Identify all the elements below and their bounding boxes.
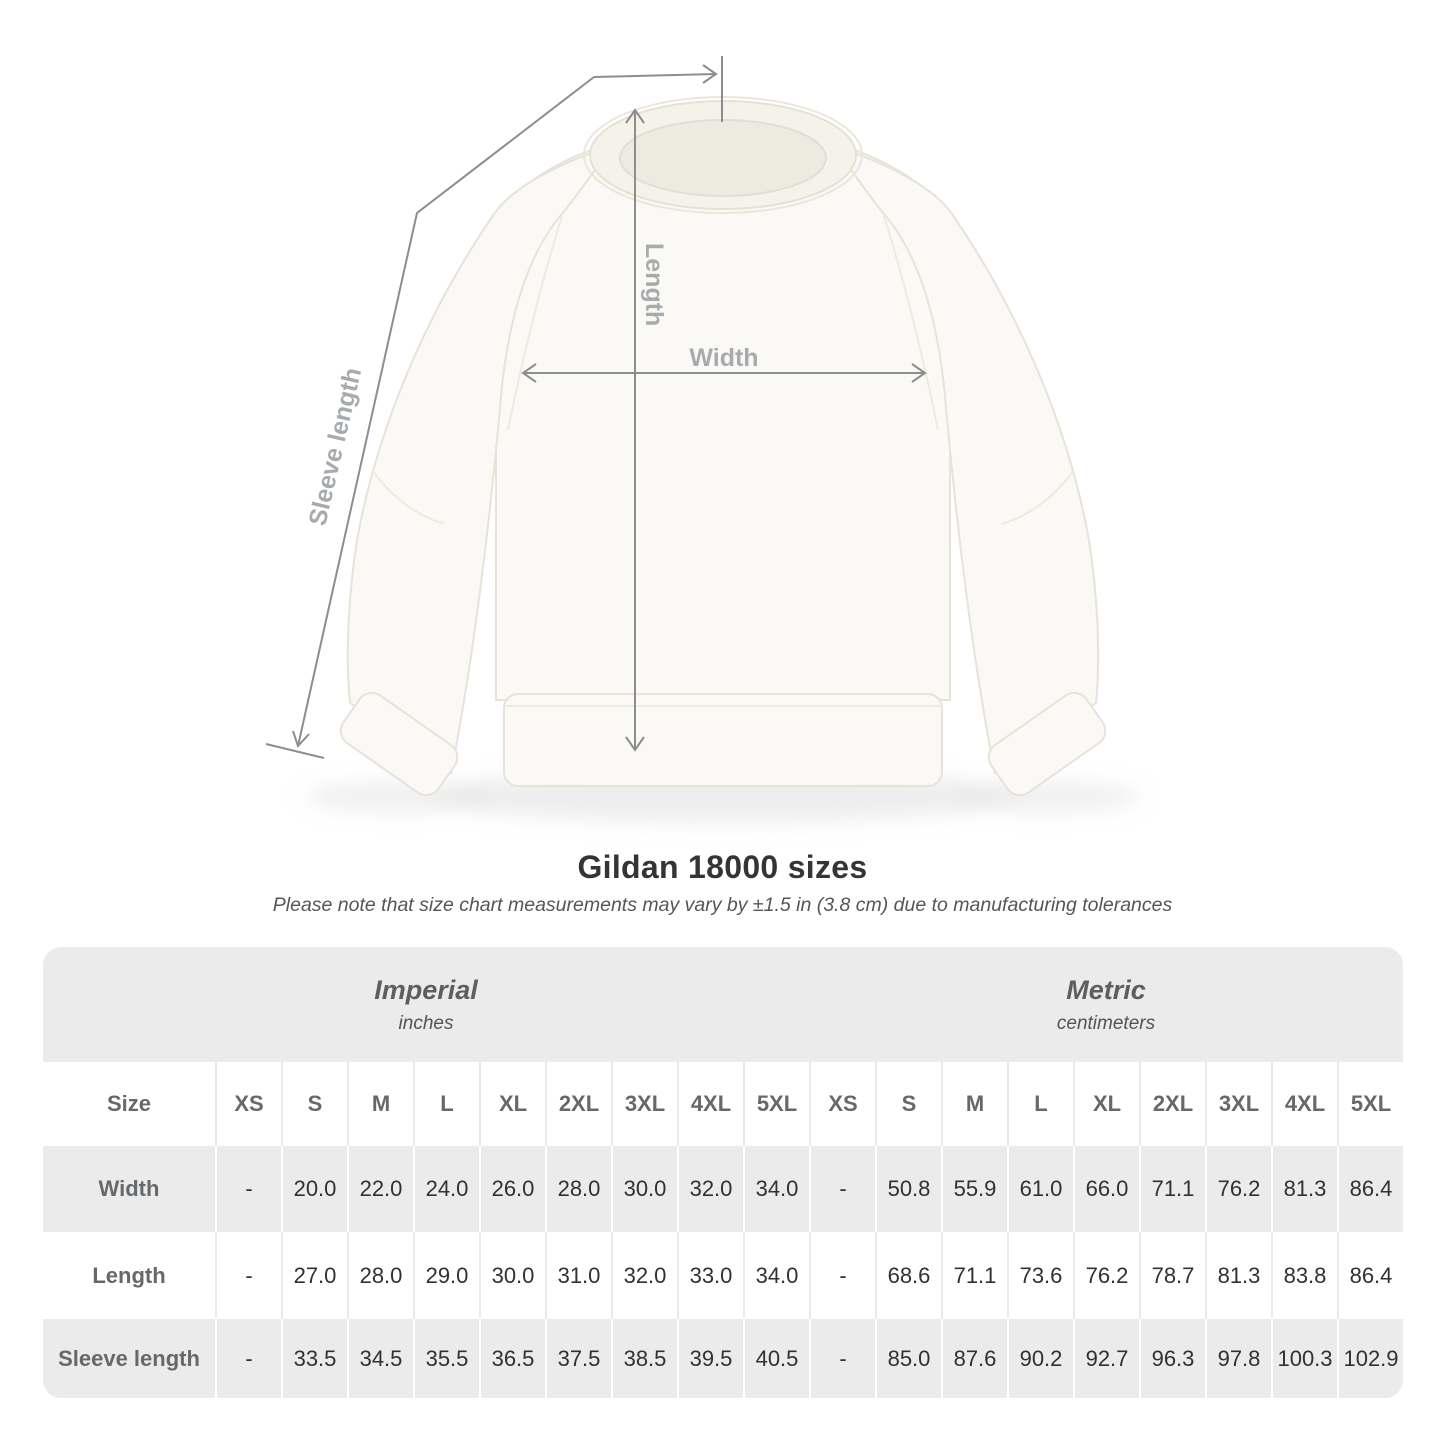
measurement-cell-metric: 81.3	[1271, 1146, 1337, 1232]
measurement-cell-metric: 61.0	[1007, 1146, 1073, 1232]
page-title: Gildan 18000 sizes	[577, 849, 868, 885]
measurement-cell-imperial: 34.0	[743, 1146, 809, 1232]
size-header-cell: 5XL	[743, 1062, 809, 1146]
measurement-cell-metric: 87.6	[941, 1319, 1007, 1398]
length-label: Length	[640, 243, 668, 327]
size-header-cell: L	[413, 1062, 479, 1146]
measurement-cell-imperial: 29.0	[413, 1232, 479, 1319]
measurement-cell-imperial: 36.5	[479, 1319, 545, 1398]
table-row-length	[43, 1232, 1403, 1319]
measurement-cell-imperial: -	[215, 1319, 281, 1398]
metric-header	[809, 947, 1403, 1062]
measurement-cell-metric: 96.3	[1139, 1319, 1205, 1398]
measurement-cell-imperial: 28.0	[545, 1146, 611, 1232]
size-header-cell: L	[1007, 1062, 1073, 1146]
size-header-cell: M	[347, 1062, 413, 1146]
measurement-cell-metric: 92.7	[1073, 1319, 1139, 1398]
sleeve-end-tick	[266, 744, 324, 758]
width-label: Width	[689, 344, 759, 372]
measurement-cell-metric: 81.3	[1205, 1232, 1271, 1319]
measurement-cell-metric: 78.7	[1139, 1232, 1205, 1319]
measurement-cell-metric: 83.8	[1271, 1232, 1337, 1319]
metric-unit: centimeters	[1056, 1012, 1156, 1034]
measurement-cell-metric: 71.1	[1139, 1146, 1205, 1232]
measurement-cell-imperial: 27.0	[281, 1232, 347, 1319]
size-header-cell: S	[875, 1062, 941, 1146]
measurement-cell-metric: 86.4	[1337, 1232, 1403, 1319]
measurement-cell-imperial: 24.0	[413, 1146, 479, 1232]
measurement-cell-metric: 97.8	[1205, 1319, 1271, 1398]
table-row-sleeve-length	[43, 1319, 1403, 1398]
measurement-cell-imperial: 39.5	[677, 1319, 743, 1398]
measurement-cell-imperial: 40.5	[743, 1319, 809, 1398]
imperial-header	[43, 947, 809, 1062]
measurement-cell-metric: 85.0	[875, 1319, 941, 1398]
measurement-cell-metric: -	[809, 1319, 875, 1398]
measurement-cell-metric: 55.9	[941, 1146, 1007, 1232]
size-header-cell: XS	[809, 1062, 875, 1146]
measurement-cell-imperial: 28.0	[347, 1232, 413, 1319]
size-header-row	[43, 1062, 1403, 1146]
measurement-cell-imperial: 33.0	[677, 1232, 743, 1319]
row-label: Length	[92, 1262, 166, 1288]
measurement-cell-imperial: 34.5	[347, 1319, 413, 1398]
size-header-cell: S	[281, 1062, 347, 1146]
sleeve-measure-top-segment	[594, 74, 716, 77]
metric-title: Metric	[1066, 974, 1146, 1005]
size-header-cell: 2XL	[545, 1062, 611, 1146]
size-chart-table	[43, 947, 1403, 1398]
size-header-cell: XS	[215, 1062, 281, 1146]
row-label: Sleeve length	[58, 1345, 200, 1371]
measurement-cell-imperial: 20.0	[281, 1146, 347, 1232]
measurement-cell-imperial: 38.5	[611, 1319, 677, 1398]
sweatshirt-waistband	[504, 694, 942, 786]
imperial-title: Imperial	[374, 974, 478, 1005]
size-header-cell: 4XL	[1271, 1062, 1337, 1146]
measurement-cell-imperial: 33.5	[281, 1319, 347, 1398]
measurement-cell-metric: 71.1	[941, 1232, 1007, 1319]
size-header-cell: 3XL	[611, 1062, 677, 1146]
measurement-cell-imperial: 22.0	[347, 1146, 413, 1232]
size-header-cell: 4XL	[677, 1062, 743, 1146]
sweatshirt-illustration	[335, 97, 1111, 801]
measurement-cell-metric: 100.3	[1271, 1319, 1337, 1398]
size-header-cell: XL	[479, 1062, 545, 1146]
tolerance-note: Please note that size chart measurements may vary by ±1.5 in (3.8 cm) due to manufacturing tolerances	[272, 894, 1173, 916]
measurement-cell-metric: -	[809, 1146, 875, 1232]
measurement-cell-metric: 86.4	[1337, 1146, 1403, 1232]
measurement-cell-metric: 90.2	[1007, 1319, 1073, 1398]
measurement-cell-imperial: 32.0	[611, 1232, 677, 1319]
measurement-cell-imperial: -	[215, 1146, 281, 1232]
measurement-cell-imperial: 34.0	[743, 1232, 809, 1319]
measurement-cell-imperial: -	[215, 1232, 281, 1319]
measurement-cell-imperial: 35.5	[413, 1319, 479, 1398]
measurement-cell-metric: 68.6	[875, 1232, 941, 1319]
size-column-header: Size	[106, 1091, 152, 1116]
measurement-cell-imperial: 37.5	[545, 1319, 611, 1398]
sweatshirt-body	[496, 142, 950, 700]
size-header-cell: 2XL	[1139, 1062, 1205, 1146]
table-row-width	[43, 1146, 1403, 1232]
size-header-cell: 5XL	[1337, 1062, 1403, 1146]
unit-header-band	[43, 947, 1403, 1062]
measurement-cell-imperial: 30.0	[479, 1232, 545, 1319]
measurement-cell-metric: -	[809, 1232, 875, 1319]
measurement-cell-metric: 76.2	[1073, 1232, 1139, 1319]
size-header-cell: 3XL	[1205, 1062, 1271, 1146]
measurement-cell-imperial: 32.0	[677, 1146, 743, 1232]
sleeve-length-label: Sleeve length	[303, 365, 368, 529]
measurement-cell-metric: 66.0	[1073, 1146, 1139, 1232]
measurement-cell-metric: 50.8	[875, 1146, 941, 1232]
measurement-cell-metric: 76.2	[1205, 1146, 1271, 1232]
measurement-cell-metric: 73.6	[1007, 1232, 1073, 1319]
measurement-cell-imperial: 30.0	[611, 1146, 677, 1232]
size-header-cell: XL	[1073, 1062, 1139, 1146]
measurement-cell-imperial: 31.0	[545, 1232, 611, 1319]
measurement-cell-metric: 102.9	[1337, 1319, 1403, 1398]
row-label: Width	[98, 1176, 160, 1201]
size-header-cell: M	[941, 1062, 1007, 1146]
measurement-cell-imperial: 26.0	[479, 1146, 545, 1232]
imperial-unit: inches	[398, 1012, 454, 1034]
